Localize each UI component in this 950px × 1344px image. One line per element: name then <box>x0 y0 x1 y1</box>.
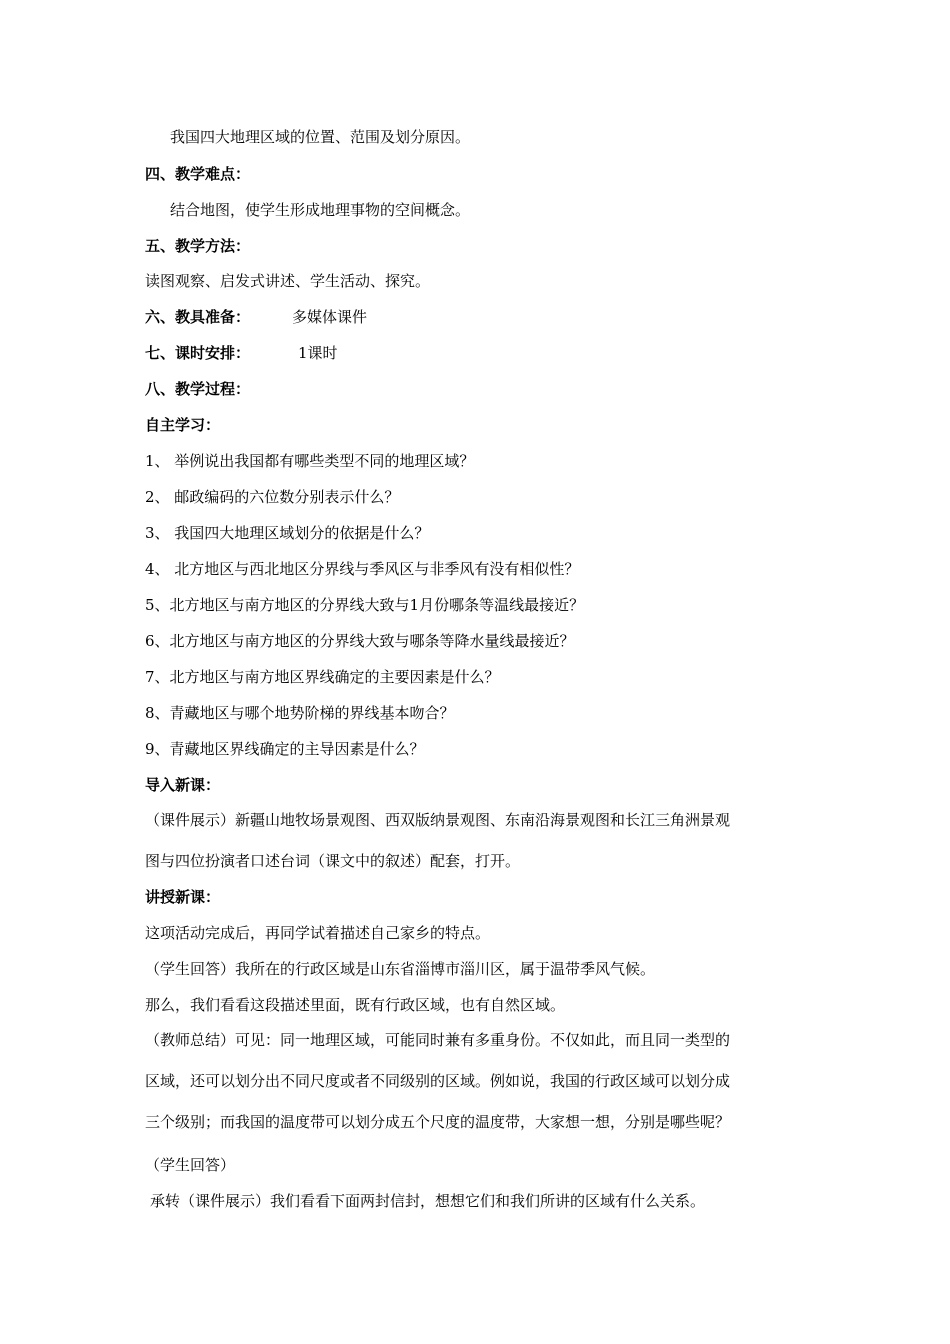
teach-paragraph: （学生回答）我所在的行政区域是山东省淄博市淄川区，属于温带季风气候。 <box>145 960 656 978</box>
question-item: 7、北方地区与南方地区界线确定的主要因素是什么？ <box>145 668 500 686</box>
teach-paragraph: （教师总结）可见：同一地理区域，可能同时兼有多重身份。不仅如此，而且同一类型的 <box>145 1031 731 1049</box>
intro-line: 图与四位扮演者口述台词（课文中的叙述）配套，打开。 <box>145 852 521 870</box>
method-text: 读图观察、启发式讲述、学生活动、探究。 <box>145 272 431 290</box>
tools-row <box>145 307 367 327</box>
question-item: 4、 北方地区与西北地区分界线与季风区与非季风有没有相似性？ <box>145 560 580 578</box>
schedule-row <box>145 343 338 363</box>
difficulty-heading: 四、教学难点： <box>145 165 251 183</box>
question-item: 3、 我国四大地理区域划分的依据是什么？ <box>145 524 430 542</box>
tools-heading: 六、教具准备： <box>145 308 251 326</box>
intro-heading: 导入新课： <box>145 776 221 794</box>
question-item: 8、青藏地区与哪个地势阶梯的界线基本吻合？ <box>145 704 455 722</box>
schedule-heading: 七、课时安排： <box>145 344 251 362</box>
intro-line: （课件展示）新疆山地牧场景观图、西双版纳景观图、东南沿海景观图和长江三角洲景观 <box>145 811 731 829</box>
teach-paragraph: 区域，还可以划分出不同尺度或者不同级别的区域。例如说，我国的行政区域可以划分成 <box>145 1072 731 1090</box>
question-item: 9、青藏地区界线确定的主导因素是什么？ <box>145 740 425 758</box>
focus-text: 我国四大地理区域的位置、范围及划分原因。 <box>170 128 471 146</box>
teach-paragraph: （学生回答） <box>145 1156 236 1174</box>
teach-paragraph: 三个级别；而我国的温度带可以划分成五个尺度的温度带，大家想一想，分别是哪些呢？ <box>145 1113 731 1131</box>
self-study-heading: 自主学习： <box>145 416 221 434</box>
question-item: 5、北方地区与南方地区的分界线大致与1月份哪条等温线最接近？ <box>145 596 585 614</box>
process-heading: 八、教学过程： <box>145 380 251 398</box>
method-heading: 五、教学方法： <box>145 237 251 255</box>
schedule-value: 1课时 <box>298 344 338 362</box>
question-item: 6、北方地区与南方地区的分界线大致与哪条等降水量线最接近？ <box>145 632 575 650</box>
teach-paragraph: 承转（课件展示）我们看看下面两封信封，想想它们和我们所讲的区域有什么关系。 <box>150 1192 706 1210</box>
question-item: 1、 举例说出我国都有哪些类型不同的地理区域？ <box>145 452 475 470</box>
teach-paragraph: 这项活动完成后，再同学试着描述自己家乡的特点。 <box>145 924 491 942</box>
teach-heading: 讲授新课： <box>145 888 221 906</box>
teach-paragraph: 那么，我们看看这段描述里面，既有行政区域，也有自然区域。 <box>145 996 566 1014</box>
difficulty-text: 结合地图，使学生形成地理事物的空间概念。 <box>170 201 471 219</box>
question-item: 2、 邮政编码的六位数分别表示什么？ <box>145 488 400 506</box>
tools-value: 多媒体课件 <box>292 308 368 326</box>
